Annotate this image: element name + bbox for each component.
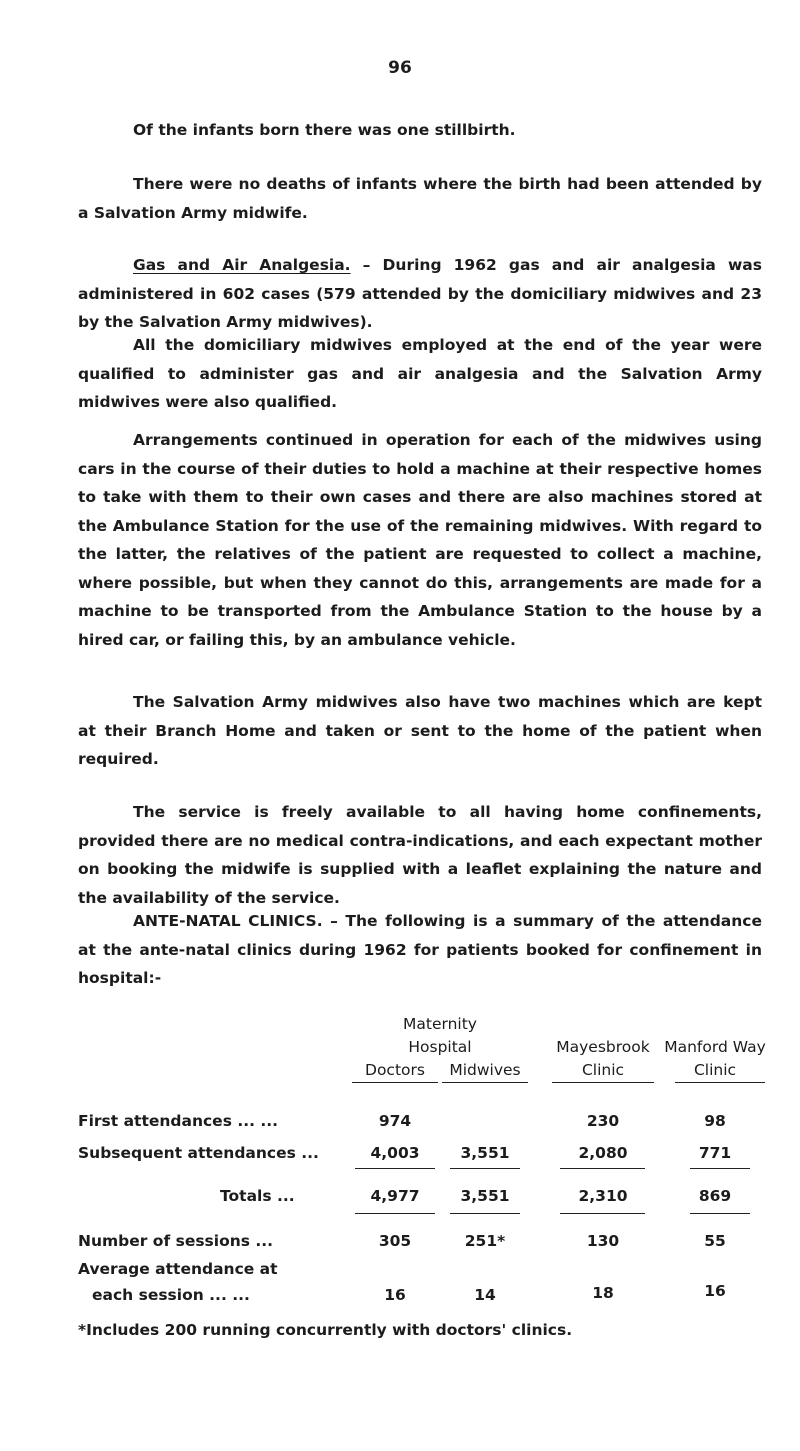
header-rule-manford (675, 1082, 765, 1083)
header-rule-mayesbrook (552, 1082, 654, 1083)
total-rule (690, 1213, 750, 1214)
row-label-average-attendance: Average attendance at (78, 1260, 278, 1278)
table-cell: 4,003 (370, 1144, 420, 1162)
table-cell: 974 (378, 1112, 412, 1130)
table-cell: 305 (378, 1232, 412, 1250)
header-rule-doctors (352, 1082, 438, 1083)
paragraph-antenatal (78, 907, 762, 993)
table-cell: 869 (698, 1187, 732, 1205)
antenatal-text: – The following is a summary of the attendance at the ante-natal clinics during 1962 for patients booked for confinement in hospital:- (78, 912, 762, 987)
table-cell: 3,551 (460, 1144, 510, 1162)
table-cell: 14 (474, 1286, 496, 1304)
paragraph-arrangements: Arrangements continued in operation for each of the midwives using cars in the course of their duties to hold a machine at their respective homes to take with them to their own cases and there are also machines stored at the Ambulance Station for the use of the remaining midwives. With regard to the latter, the relatives of the patient are requested to collect a machine, where possible, but when they cannot do this, arrangements are made for a machine to be transported from the Ambulance Station to the house by a hired car, or failing this, by an ambulance vehicle. (78, 431, 762, 649)
table-cell: 4,977 (370, 1187, 420, 1205)
row-label-subsequent-attendances: Subsequent attendances ... (78, 1144, 319, 1162)
section-heading-antenatal: ANTE-NATAL CLINICS. (133, 912, 323, 930)
total-rule (355, 1213, 435, 1214)
page-number: 96 (388, 58, 412, 78)
table-cell: 16 (704, 1282, 726, 1300)
table-cell: 2,080 (578, 1144, 628, 1162)
table-cell: 55 (704, 1232, 726, 1250)
gas-air-text: – During 1962 gas and air analgesia was administered in 602 cases (579 attended by the domiciliary midwives and 23 by the Salvation Army midwives). (78, 256, 762, 331)
header-mayesbrook-clinic: Mayesbrook Clinic (556, 1038, 650, 1079)
row-label-each-session: each session ... ... (92, 1286, 250, 1304)
table-cell: 130 (586, 1232, 620, 1250)
table-footnote: *Includes 200 running concurrently with doctors' clinics. (78, 1321, 573, 1339)
row-label-number-of-sessions: Number of sessions ... (78, 1232, 274, 1250)
row-label-totals: Totals ... (220, 1187, 295, 1205)
table-cell: 18 (592, 1284, 614, 1302)
header-doctors: Doctors (365, 1061, 425, 1079)
header-midwives: Midwives (449, 1061, 521, 1079)
table-cell: 251* (464, 1232, 506, 1250)
paragraph-qualified: All the domiciliary midwives employed at the end of the year were qualified to administer gas and air analgesia and the Salvation Army midwives were also qualified. (78, 336, 762, 411)
subtotal-rule (690, 1168, 750, 1169)
table-cell: 230 (586, 1112, 620, 1130)
section-heading-gas-air: Gas and Air Analgesia. (133, 256, 351, 274)
header-maternity-hospital: Maternity Hospital (403, 1015, 477, 1056)
table-cell: 3,551 (460, 1187, 510, 1205)
table-cell: 16 (384, 1286, 406, 1304)
paragraph-stillbirth: Of the infants born there was one stillbirth. (133, 121, 516, 139)
row-label-first-attendances: First attendances ... ... (78, 1112, 279, 1130)
table-cell: 771 (698, 1144, 732, 1162)
subtotal-rule (355, 1168, 435, 1169)
total-rule (450, 1213, 520, 1214)
subtotal-rule (450, 1168, 520, 1169)
paragraph-salvation-army-machines: The Salvation Army midwives also have two machines which are kept at their Branch Home and taken or sent to the home of the patient when required. (78, 693, 762, 768)
header-rule-midwives (442, 1082, 528, 1083)
paragraph-no-deaths: There were no deaths of infants where the birth had been attended by a Salvation Army midwife. (78, 175, 762, 222)
table-cell: 2,310 (578, 1187, 628, 1205)
total-rule (560, 1213, 645, 1214)
paragraph-service: The service is freely available to all having home confinements, provided there are no medical contra-indications, and each expectant mother on booking the midwife is supplied with a leaflet explaining the nature and the availability of the service. (78, 803, 762, 907)
table-cell: 98 (704, 1112, 726, 1130)
paragraph-gas-air (78, 251, 762, 337)
header-manford-way-clinic: Manford Way Clinic (664, 1038, 766, 1079)
subtotal-rule (560, 1168, 645, 1169)
